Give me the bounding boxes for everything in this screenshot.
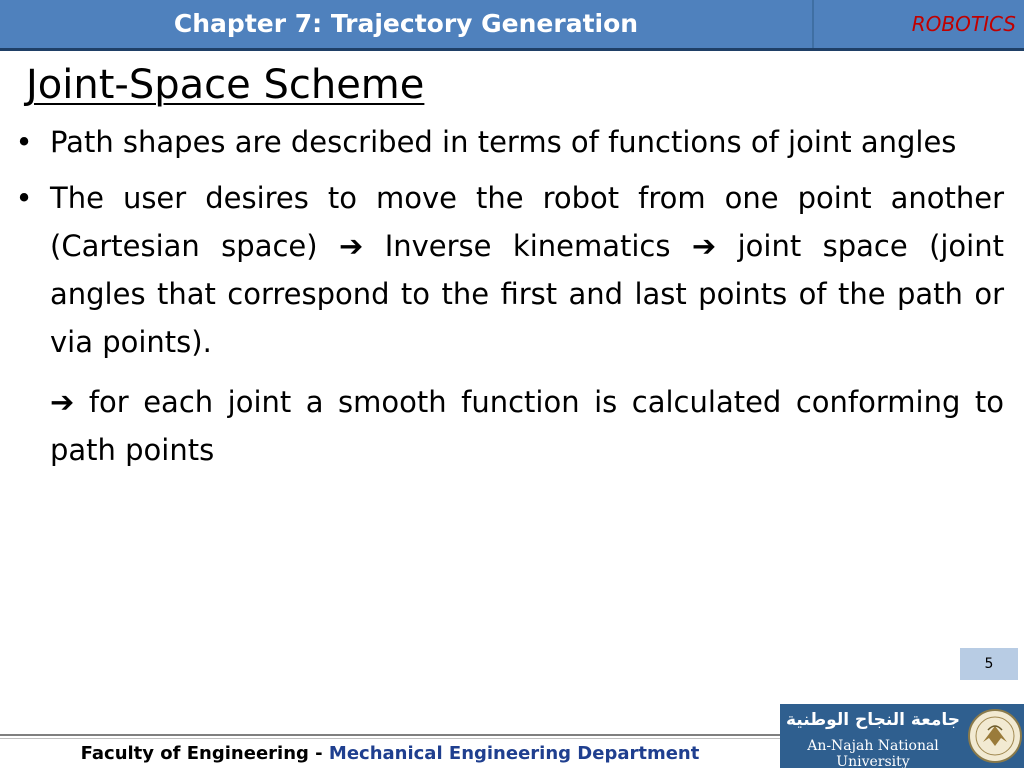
subject-label: ROBOTICS [911,12,1016,36]
footer-rule [0,734,780,736]
logo-arabic-name: جامعة النجاح الوطنية [785,710,960,730]
bullet-list [15,118,1004,474]
footer [0,740,780,768]
footer-rule-thin [0,738,780,739]
right-arrow-icon: ➔ [338,229,364,263]
chapter-title: Chapter 7: Trajectory Generation [173,9,639,38]
right-arrow-icon: ➔ [50,385,75,419]
bullet-marker: • [15,181,33,215]
bullet-text-part: Inverse kinematics [363,229,692,263]
continuation-text: for each joint a smooth function is calculated conforming to path points [50,385,1004,467]
bullet-item [15,118,1004,166]
footer-faculty: Faculty of Engineering - [80,743,329,764]
bullet-item [15,174,1004,366]
university-seal-icon [968,708,1022,764]
university-logo [780,704,1024,768]
page-number: 5 [960,648,1018,680]
header-rule [0,48,1024,51]
bullet-marker: • [15,125,33,159]
right-arrow-icon: ➔ [691,229,717,263]
slide-title: Joint-Space Scheme [26,62,425,108]
logo-english-name: An-Najah National University [807,738,939,770]
bullet-text: Path shapes are described in terms of functions of joint angles [50,125,957,159]
bullet-text-part: joint space (joint angles that correspond to the first and last points of the path or via points). [50,229,1004,359]
continuation-paragraph [50,378,1004,474]
slide-header [0,0,1024,48]
bullet-text-part: The user desires to move the robot from one point another (Cartesian space) [50,181,1004,263]
footer-department: Mechanical Engineering Department [328,743,700,764]
